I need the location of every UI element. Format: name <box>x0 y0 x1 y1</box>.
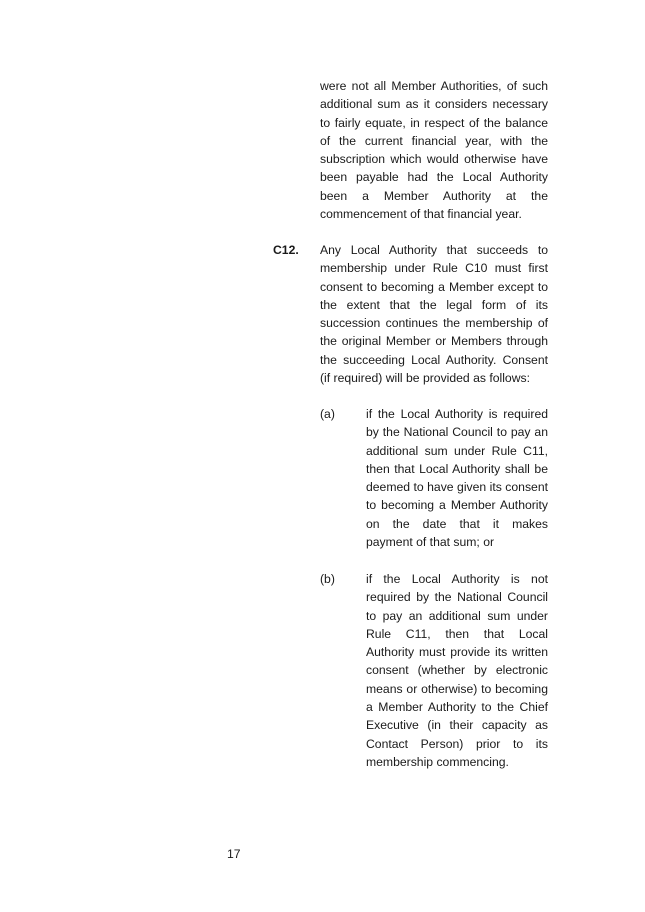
subclause-b-text: if the Local Authority is not required by the National Council to pay an additional sum under Rule C11, then that Local Authority must provide its written consent (whether by electronic means or otherwise) to becoming a Member Authority to the Chief Executive (in their capacity as Contact Person) prior to its membership commencing. <box>366 572 548 769</box>
clause-number: C12. <box>273 243 299 257</box>
subclause-b-label: (b) <box>320 572 335 586</box>
subclause-a-text: if the Local Authority is required by the National Council to pay an additional sum under Rule C11, then that Local Authority shall be deemed to have given its consent to becoming a Member Authority on the date that it makes payment of that sum; or <box>366 407 548 550</box>
page-number: 17 <box>227 847 241 861</box>
continuation-paragraph: were not all Member Authorities, of such additional sum as it considers necessary to fairly equate, in respect of the balance of the current financial year, with the subscription which would otherwise have been payable had the Local Authority been a Member Authority at the commencement of that financial year. <box>320 79 548 222</box>
subclause-a-label: (a) <box>320 407 335 421</box>
clause-paragraph: Any Local Authority that succeeds to membership under Rule C10 must first consent to becoming a Member except to the extent that the legal form of its succession continues the membership of the original Member or Members through the succeeding Local Authority. Consent (if required) will be provided as follows: <box>320 243 548 386</box>
